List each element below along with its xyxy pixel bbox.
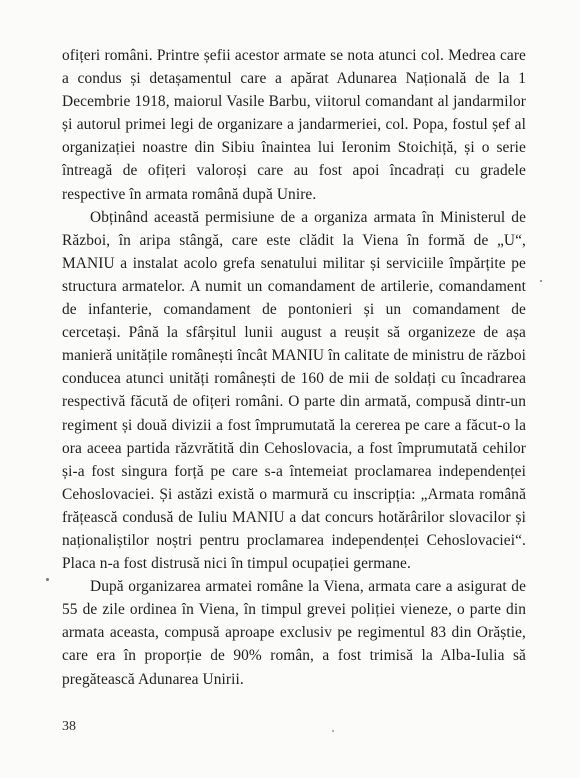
body-text [62,44,526,691]
paragraph-continuation: ofițeri români. Printre șefii acestor armate se nota atunci col. Medrea care a condus și detașamentul care a apărat Adunarea Națională de la 1 Decembrie 1918, maiorul Vasile Barbu, viitorul comandant al jandarmilor și autorul primei legi de organizare a jandarmeriei, col. Popa, fostul șef al organizației noastre din Sibiu înaintea lui Ieronim Stoichiță, și o serie întreagă de ofițeri valoroși care au fost apoi încadrați cu gradele respective în armata română după Unire. [62,47,526,203]
paragraph-army-organization: Obținând această permisiune de a organiza armata în Ministerul de Război, în aripa stângă, care este clădit la Viena în formă de „U“, MANIU a instalat acolo grefa senatului militar și serviciile împărțite pe structura armatelor. A numit un comandament de artilerie, comandament de infanterie, comandament de pontonieri și un comandament de cercetași. Până la sfârșitul lunii august a reușit să organizeze de așa manieră unitățile românești încât MANIU în calitate de ministru de război conducea atunci unități românești de 160 de mii de soldați cu încadrarea respectivă făcută de ofițeri români. O parte din armată, compusă dintr-un regiment și două divizii a fost împrumutată la cererea pe care a făcut-o la ora aceea partida răzvrătită din Cehoslovacia, a fost împrumutată cehilor și-a fost singura forță pe care s-a întemeiat proclamarea independenței Cehoslovaciei. Și astăzi există o marmură cu inscripția: „Armata română frățească condusă de Iuliu MANIU a dat concurs hotărârilor slovacilor și naționaliștilor noștri pentru proclamarea independenței Cehoslovaciei“. Placa n-a fost distrusă nici în timpul ocupației germane. [62,208,526,573]
paragraph-alba-iulia: După organizarea armatei române la Viena, armata care a asigurat de 55 de zile ordinea în Viena, în timpul grevei poliției vieneze, o parte din armata aceasta, compusă aproape exclusiv pe regimentul 83 din Orăștie, care era în proporție de 90% român, a fost trimisă la Alba-Iulia să pregătească Adunarea Unirii. [62,578,526,688]
page-number: 38 [62,719,76,734]
scan-speck [540,280,542,282]
scan-speck [332,730,334,732]
scan-speck [46,578,49,581]
